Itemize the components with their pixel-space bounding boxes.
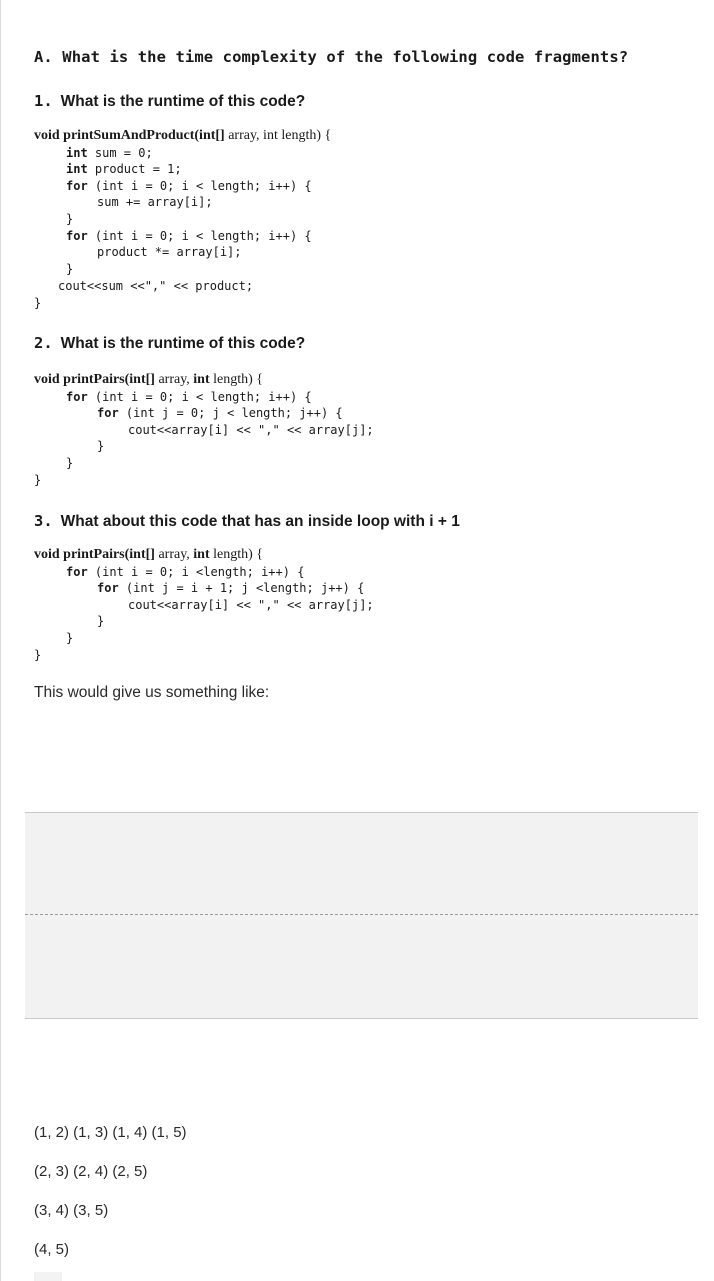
code3-l2-keyword: for bbox=[97, 581, 119, 596]
code2-signature bbox=[34, 372, 374, 389]
section-heading: A. What is the time complexity of the following code fragments? bbox=[34, 48, 629, 66]
example-intro: This would give us something like: bbox=[34, 684, 270, 701]
code3-l1-keyword: for bbox=[66, 564, 88, 579]
code2-l1-keyword: for bbox=[66, 389, 88, 404]
question-2-number: 2. bbox=[34, 334, 53, 352]
code1-line10: } bbox=[34, 295, 42, 310]
code1-sig-rest: array, int length) { bbox=[224, 128, 332, 143]
code1-line4: sum += array[i]; bbox=[97, 195, 213, 210]
question-1-number: 1. bbox=[34, 92, 53, 110]
code1-line3 bbox=[34, 178, 331, 195]
code2-line3: cout<<array[i] << "," << array[j]; bbox=[128, 422, 374, 437]
page-left-border bbox=[0, 0, 1, 1281]
code3-signature bbox=[34, 547, 374, 564]
code1-l1-text: sum = 0; bbox=[87, 145, 153, 160]
question-1-text: What is the runtime of this code? bbox=[60, 93, 306, 110]
cutoff-fragment bbox=[34, 1272, 62, 1281]
code3-l2-text: (int j = i + 1; j <length; j++) { bbox=[118, 581, 365, 596]
code2-sig-name: void printPairs(int[] bbox=[34, 372, 155, 387]
code3-line5: } bbox=[66, 630, 74, 645]
code3-l1-text: (int i = 0; i <length; i++) { bbox=[87, 564, 305, 579]
code3-sig-keyword: int bbox=[193, 547, 210, 562]
code3-line4: } bbox=[97, 614, 105, 629]
code2-l2-keyword: for bbox=[97, 406, 119, 421]
blank-answer-box bbox=[25, 812, 698, 1019]
code2-sig-rest: array, bbox=[154, 372, 194, 387]
code2-sig-keyword: int bbox=[193, 372, 210, 387]
code-block-3 bbox=[34, 547, 374, 663]
code2-l2-text: (int j = 0; j < length; j++) { bbox=[118, 406, 343, 421]
code2-line6: } bbox=[34, 472, 42, 487]
code1-sig-name: void printSumAndProduct(int[] bbox=[34, 128, 225, 143]
code3-line6: } bbox=[34, 647, 42, 662]
code2-l1-text: (int i = 0; i < length; i++) { bbox=[87, 389, 312, 404]
code2-sig-end: length) { bbox=[209, 372, 264, 387]
code2-line2 bbox=[34, 405, 374, 422]
code1-signature bbox=[34, 128, 331, 145]
code3-line3: cout<<array[i] << "," << array[j]; bbox=[128, 597, 374, 612]
code2-line4: } bbox=[97, 439, 105, 454]
box-dashed-divider bbox=[25, 914, 698, 915]
code3-line2 bbox=[34, 580, 374, 597]
pair-row-1: (1, 2) (1, 3) (1, 4) (1, 5) bbox=[34, 1124, 187, 1141]
question-3-text: What about this code that has an inside loop with i + 1 bbox=[60, 513, 460, 530]
code2-line1 bbox=[34, 389, 374, 406]
question-2-text: What is the runtime of this code? bbox=[60, 335, 306, 352]
question-2 bbox=[34, 334, 305, 353]
code1-line2 bbox=[34, 161, 331, 178]
code1-l2-text: product = 1; bbox=[87, 162, 182, 177]
code3-sig-end: length) { bbox=[209, 547, 264, 562]
question-3-number: 3. bbox=[34, 512, 53, 530]
question-3 bbox=[34, 512, 460, 531]
pair-row-3: (3, 4) (3, 5) bbox=[34, 1202, 109, 1219]
code1-line1 bbox=[34, 145, 331, 162]
code1-l6-keyword: for bbox=[66, 228, 88, 243]
code3-sig-name: void printPairs(int[] bbox=[34, 547, 155, 562]
code1-l2-keyword: int bbox=[66, 162, 88, 177]
code1-l3-keyword: for bbox=[66, 178, 88, 193]
code1-line9: cout<<sum <<"," << product; bbox=[58, 279, 254, 294]
code1-line7: product *= array[i]; bbox=[97, 245, 242, 260]
question-1 bbox=[34, 92, 305, 111]
code3-sig-rest: array, bbox=[154, 547, 194, 562]
code3-line1 bbox=[34, 564, 374, 581]
code1-l6-text: (int i = 0; i < length; i++) { bbox=[87, 228, 312, 243]
code-block-2 bbox=[34, 372, 374, 488]
pair-row-4: (4, 5) bbox=[34, 1241, 70, 1258]
code1-l1-keyword: int bbox=[66, 145, 88, 160]
pair-row-2: (2, 3) (2, 4) (2, 5) bbox=[34, 1163, 148, 1180]
code2-line5: } bbox=[66, 455, 74, 470]
code-block-1 bbox=[34, 128, 331, 312]
code1-line5: } bbox=[66, 211, 74, 226]
code1-l3-text: (int i = 0; i < length; i++) { bbox=[87, 178, 312, 193]
code1-line8: } bbox=[66, 261, 74, 276]
code1-line6 bbox=[34, 228, 331, 245]
